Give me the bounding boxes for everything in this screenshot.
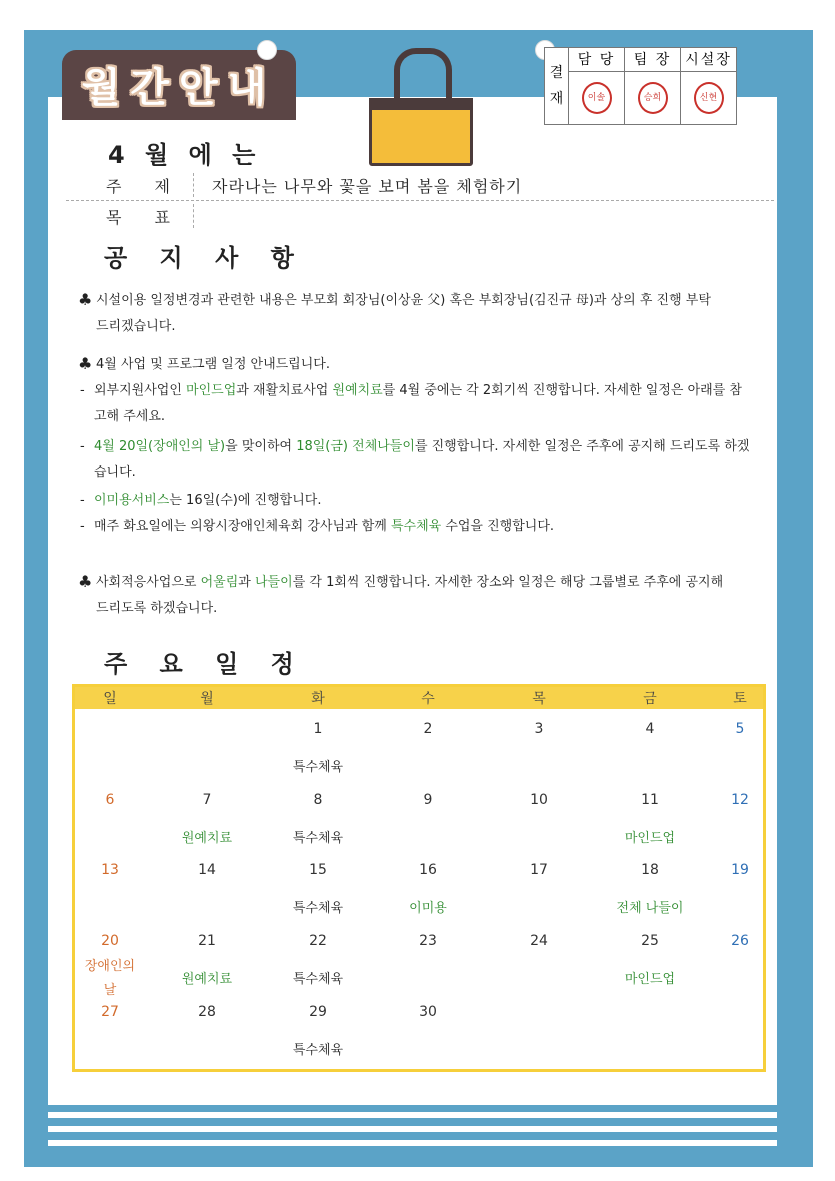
weekday-header: 금 (643, 691, 657, 707)
bottom-stripe (48, 1112, 777, 1118)
theme-row (66, 170, 774, 201)
club-bullet-icon: ♣ (78, 354, 93, 373)
theme-label: 주 제 (106, 177, 184, 196)
calendar-event: 특수체육 (292, 901, 344, 916)
notice-text: 를 4월 중에는 각 2회기씩 진행합니다. 자세한 일정은 아래를 참 (382, 383, 742, 398)
calendar-day: 24 (530, 933, 548, 949)
month-heading: 4 월 에 는 (108, 141, 262, 169)
calendar-day: 9 (423, 792, 433, 808)
calendar-day: 23 (419, 933, 437, 949)
highlight-text: 원예치료 (332, 383, 383, 398)
notice-text: 외부지원사업인 (94, 383, 187, 398)
weekday-header: 수 (421, 691, 435, 707)
calendar-event: 마인드업 (624, 972, 676, 987)
calendar-event: 장애인의 날 (84, 959, 136, 998)
weekday-header: 월 (200, 691, 214, 707)
bottom-stripe (48, 1140, 777, 1146)
club-bullet-icon: ♣ (78, 290, 93, 309)
calendar-day: 29 (309, 1004, 327, 1020)
notice-item-2 (80, 434, 770, 486)
weekday-header: 목 (532, 691, 546, 707)
calendar-day: 11 (641, 792, 659, 808)
notice-text: 매주 화요일에는 의왕시장애인체육회 강사님과 함께 (94, 519, 391, 534)
dash-bullet: - (80, 439, 85, 454)
weekday-header: 토 (733, 691, 747, 707)
calendar-day: 13 (101, 862, 119, 878)
dash-bullet: - (80, 493, 85, 508)
tab-title: 월간안내 (81, 65, 277, 111)
notice-text: 시설이용 일정변경과 관련한 내용은 부모회 회장님(이상윤 父) 혹은 부회장님(김진규 母)과 상의 후 진행 부탁 (96, 293, 711, 308)
calendar-event: 특수체육 (292, 760, 344, 775)
bottom-stripe (48, 1126, 777, 1132)
approval-label: 결 재 (545, 48, 569, 125)
notice-text: 과 (238, 575, 255, 590)
seal-stamp-leader: 승희 (638, 82, 668, 114)
calendar-day: 16 (419, 862, 437, 878)
notice-text: 과 재활치료사업 (236, 383, 333, 398)
weekday-header: 일 (103, 691, 117, 707)
binder-clip-band (369, 98, 473, 110)
calendar-day: 27 (101, 1004, 119, 1020)
calendar-day: 20 (101, 933, 119, 949)
notice-heading: 공 지 사 항 (104, 244, 306, 272)
calendar-day: 4 (645, 721, 655, 737)
notice-text: 고해 주세요. (94, 409, 166, 424)
highlight-text: 18일(금) 전체나들이 (296, 439, 415, 454)
calendar-event: 원예치료 (181, 831, 233, 846)
goal-label: 목 표 (106, 208, 184, 227)
notice-item-4 (80, 514, 770, 540)
schedule-heading: 주 요 일 정 (104, 650, 306, 678)
approval-role-leader: 팀 장 (625, 48, 681, 72)
calendar-day: 30 (419, 1004, 437, 1020)
notice-paragraph-3 (78, 570, 768, 622)
weekday-header: 화 (311, 691, 325, 707)
calendar-event: 특수체육 (292, 972, 344, 987)
schedule-calendar (72, 684, 766, 1072)
calendar-day: 10 (530, 792, 548, 808)
calendar-day: 25 (641, 933, 659, 949)
approval-role-director: 시설장 (681, 48, 737, 72)
calendar-day: 15 (309, 862, 327, 878)
notice-paragraph-2 (78, 352, 768, 378)
calendar-event: 특수체육 (292, 1043, 344, 1058)
highlight-text: 특수체육 (390, 519, 442, 534)
highlight-text: 나들이 (255, 575, 293, 590)
calendar-day: 14 (198, 862, 216, 878)
notice-text: 사회적응사업으로 (96, 575, 201, 590)
calendar-event: 마인드업 (624, 831, 676, 846)
calendar-day: 21 (198, 933, 216, 949)
calendar-event: 전체 나들이 (616, 901, 684, 916)
notice-text: 습니다. (94, 465, 136, 480)
calendar-day: 3 (534, 721, 544, 737)
notice-text: 는 16일(수)에 진행합니다. (169, 493, 322, 508)
calendar-day: 18 (641, 862, 659, 878)
dash-bullet: - (80, 383, 85, 398)
highlight-text: 4월 20일(장애인의 날) (94, 439, 226, 454)
seal-stamp-staff: 이솔 (582, 82, 612, 114)
notice-text: 를 각 1회씩 진행합니다. 자세한 장소와 일정은 해당 그룹별로 주후에 공지해 (292, 575, 724, 590)
calendar-day: 12 (731, 792, 749, 808)
calendar-day: 6 (105, 792, 115, 808)
calendar-event: 원예치료 (181, 972, 233, 987)
notice-text: 4월 사업 및 프로그램 일정 안내드립니다. (96, 357, 330, 372)
calendar-event: 이미용 (409, 901, 447, 916)
notice-item-3 (80, 488, 770, 514)
calendar-day: 17 (530, 862, 548, 878)
calendar-day: 1 (313, 721, 323, 737)
notice-text: 수업을 진행합니다. (441, 519, 555, 534)
calendar-day: 8 (313, 792, 323, 808)
divider (193, 173, 194, 197)
calendar-day: 22 (309, 933, 327, 949)
approval-role-staff: 담 당 (569, 48, 625, 72)
divider (193, 204, 194, 228)
notice-text: 드리도록 하겠습니다. (96, 601, 218, 616)
calendar-day: 26 (731, 933, 749, 949)
theme-text: 자라나는 나무와 꽃을 보며 봄을 체험하기 (212, 177, 523, 196)
seal-stamp-director: 신현 (694, 82, 724, 114)
approval-box (544, 47, 737, 125)
highlight-text: 이미용서비스 (94, 493, 170, 508)
calendar-day: 19 (731, 862, 749, 878)
highlight-text: 어울림 (200, 575, 239, 590)
calendar-event: 특수체육 (292, 831, 344, 846)
notice-item-1 (80, 378, 770, 430)
goal-row (66, 201, 774, 231)
highlight-text: 마인드업 (186, 383, 237, 398)
notice-paragraph-1 (78, 288, 768, 340)
calendar-day: 28 (198, 1004, 216, 1020)
calendar-day: 5 (735, 721, 745, 737)
notice-text: 드리겠습니다. (96, 319, 176, 334)
calendar-day: 7 (202, 792, 212, 808)
dash-bullet: - (80, 519, 85, 534)
club-bullet-icon: ♣ (78, 572, 93, 591)
notice-text: 을 맞이하여 (225, 439, 297, 454)
binder-hole-left (257, 40, 277, 60)
calendar-day: 2 (423, 721, 433, 737)
notice-text: 를 진행합니다. 자세한 일정은 주후에 공지해 드리도록 하겠 (414, 439, 750, 454)
